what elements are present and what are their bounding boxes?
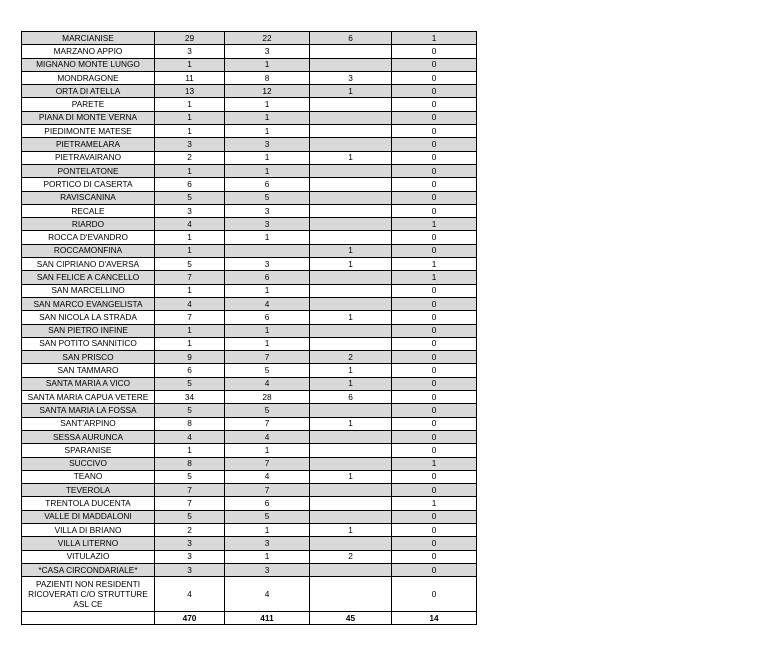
value-cell-c bbox=[310, 125, 392, 138]
value-cell-a: 9 bbox=[155, 351, 225, 364]
value-cell-c bbox=[310, 98, 392, 111]
municipality-cell: SPARANISE bbox=[22, 444, 155, 457]
value-cell-a: 3 bbox=[155, 537, 225, 550]
value-cell-d: 0 bbox=[392, 71, 477, 84]
value-cell-c bbox=[310, 218, 392, 231]
table-row bbox=[22, 138, 477, 151]
value-cell-b: 1 bbox=[225, 151, 310, 164]
value-cell-d: 0 bbox=[392, 178, 477, 191]
value-cell-c bbox=[310, 404, 392, 417]
value-cell-d: 0 bbox=[392, 85, 477, 98]
value-cell-b: 6 bbox=[225, 271, 310, 284]
municipality-cell: ORTA DI ATELLA bbox=[22, 85, 155, 98]
municipality-cell: SANT'ARPINO bbox=[22, 417, 155, 430]
value-cell-c: 2 bbox=[310, 550, 392, 563]
value-cell-c bbox=[310, 191, 392, 204]
value-cell-d: 0 bbox=[392, 297, 477, 310]
value-cell-b: 6 bbox=[225, 497, 310, 510]
value-cell-a: 29 bbox=[155, 32, 225, 45]
value-cell-d: 1 bbox=[392, 218, 477, 231]
value-cell-b: 1 bbox=[225, 284, 310, 297]
value-cell-a: 2 bbox=[155, 151, 225, 164]
municipality-cell: MARZANO APPIO bbox=[22, 45, 155, 58]
value-cell-a: 7 bbox=[155, 484, 225, 497]
table-row bbox=[22, 32, 477, 45]
municipality-cell: TEANO bbox=[22, 470, 155, 483]
value-cell-c bbox=[310, 45, 392, 58]
value-cell-d: 0 bbox=[392, 324, 477, 337]
value-cell-c bbox=[310, 457, 392, 470]
value-cell-c: 1 bbox=[310, 258, 392, 271]
totals-label-cell bbox=[22, 612, 155, 625]
value-cell-c bbox=[310, 484, 392, 497]
value-cell-d: 0 bbox=[392, 191, 477, 204]
value-cell-b: 4 bbox=[225, 430, 310, 443]
table-row bbox=[22, 218, 477, 231]
total-cell-a: 470 bbox=[155, 612, 225, 625]
value-cell-b: 8 bbox=[225, 71, 310, 84]
municipality-cell: *CASA CIRCONDARIALE* bbox=[22, 563, 155, 576]
municipality-cases-table bbox=[21, 31, 477, 625]
table-row bbox=[22, 497, 477, 510]
value-cell-a: 5 bbox=[155, 377, 225, 390]
municipality-cell: SANTA MARIA CAPUA VETERE bbox=[22, 391, 155, 404]
totals-row bbox=[22, 612, 477, 625]
municipality-cell: PONTELATONE bbox=[22, 164, 155, 177]
table-row bbox=[22, 537, 477, 550]
municipality-cell: RAVISCANINA bbox=[22, 191, 155, 204]
value-cell-d: 0 bbox=[392, 311, 477, 324]
value-cell-c bbox=[310, 231, 392, 244]
value-cell-a: 4 bbox=[155, 430, 225, 443]
table-row bbox=[22, 417, 477, 430]
table-row bbox=[22, 577, 477, 612]
table-row bbox=[22, 58, 477, 71]
municipality-cell: SAN PRISCO bbox=[22, 351, 155, 364]
value-cell-a: 3 bbox=[155, 45, 225, 58]
value-cell-c bbox=[310, 430, 392, 443]
table-row bbox=[22, 563, 477, 576]
value-cell-a: 5 bbox=[155, 191, 225, 204]
value-cell-c bbox=[310, 138, 392, 151]
table-row bbox=[22, 164, 477, 177]
value-cell-c: 6 bbox=[310, 32, 392, 45]
value-cell-a: 1 bbox=[155, 231, 225, 244]
municipality-cell: SAN FELICE A CANCELLO bbox=[22, 271, 155, 284]
table-row bbox=[22, 297, 477, 310]
table-row bbox=[22, 71, 477, 84]
value-cell-b: 1 bbox=[225, 98, 310, 111]
value-cell-a: 1 bbox=[155, 284, 225, 297]
table-row bbox=[22, 510, 477, 523]
table-row bbox=[22, 178, 477, 191]
value-cell-c: 1 bbox=[310, 85, 392, 98]
value-cell-c bbox=[310, 510, 392, 523]
value-cell-a: 7 bbox=[155, 497, 225, 510]
municipality-cell: SAN CIPRIANO D'AVERSA bbox=[22, 258, 155, 271]
value-cell-b: 1 bbox=[225, 337, 310, 350]
value-cell-a: 1 bbox=[155, 111, 225, 124]
value-cell-b: 3 bbox=[225, 138, 310, 151]
value-cell-d: 0 bbox=[392, 484, 477, 497]
value-cell-c: 1 bbox=[310, 244, 392, 257]
value-cell-d: 0 bbox=[392, 391, 477, 404]
value-cell-c bbox=[310, 111, 392, 124]
value-cell-a: 3 bbox=[155, 138, 225, 151]
value-cell-a: 5 bbox=[155, 258, 225, 271]
value-cell-a: 3 bbox=[155, 550, 225, 563]
value-cell-b: 5 bbox=[225, 364, 310, 377]
table-body bbox=[22, 32, 477, 625]
value-cell-d: 0 bbox=[392, 151, 477, 164]
value-cell-d: 0 bbox=[392, 550, 477, 563]
value-cell-a: 1 bbox=[155, 164, 225, 177]
value-cell-b: 1 bbox=[225, 550, 310, 563]
value-cell-c: 1 bbox=[310, 364, 392, 377]
value-cell-a: 1 bbox=[155, 337, 225, 350]
value-cell-d: 1 bbox=[392, 497, 477, 510]
value-cell-b: 1 bbox=[225, 324, 310, 337]
value-cell-b: 5 bbox=[225, 191, 310, 204]
value-cell-b: 7 bbox=[225, 351, 310, 364]
municipality-cell: TEVEROLA bbox=[22, 484, 155, 497]
table-row bbox=[22, 258, 477, 271]
value-cell-a: 4 bbox=[155, 218, 225, 231]
municipality-cell: PIETRAVAIRANO bbox=[22, 151, 155, 164]
table-row bbox=[22, 404, 477, 417]
value-cell-b: 3 bbox=[225, 45, 310, 58]
value-cell-a: 3 bbox=[155, 563, 225, 576]
value-cell-c bbox=[310, 58, 392, 71]
municipality-cell: RIARDO bbox=[22, 218, 155, 231]
municipality-cell: PORTICO DI CASERTA bbox=[22, 178, 155, 191]
value-cell-d: 0 bbox=[392, 351, 477, 364]
value-cell-b: 1 bbox=[225, 444, 310, 457]
municipality-cell: ROCCAMONFINA bbox=[22, 244, 155, 257]
table-row bbox=[22, 244, 477, 257]
value-cell-d: 0 bbox=[392, 470, 477, 483]
value-cell-a: 2 bbox=[155, 523, 225, 536]
value-cell-d: 0 bbox=[392, 58, 477, 71]
value-cell-c bbox=[310, 164, 392, 177]
value-cell-c bbox=[310, 497, 392, 510]
value-cell-c: 1 bbox=[310, 523, 392, 536]
municipality-cell: ROCCA D'EVANDRO bbox=[22, 231, 155, 244]
value-cell-b: 28 bbox=[225, 391, 310, 404]
value-cell-b: 7 bbox=[225, 417, 310, 430]
value-cell-a: 1 bbox=[155, 324, 225, 337]
value-cell-d: 1 bbox=[392, 32, 477, 45]
value-cell-d: 0 bbox=[392, 563, 477, 576]
value-cell-b: 1 bbox=[225, 523, 310, 536]
value-cell-a: 1 bbox=[155, 244, 225, 257]
table-row bbox=[22, 204, 477, 217]
value-cell-b: 6 bbox=[225, 178, 310, 191]
value-cell-a: 3 bbox=[155, 204, 225, 217]
municipality-cell: VITULAZIO bbox=[22, 550, 155, 563]
value-cell-c: 6 bbox=[310, 391, 392, 404]
value-cell-d: 0 bbox=[392, 444, 477, 457]
value-cell-d: 0 bbox=[392, 125, 477, 138]
value-cell-a: 1 bbox=[155, 444, 225, 457]
value-cell-b: 3 bbox=[225, 218, 310, 231]
value-cell-b: 1 bbox=[225, 231, 310, 244]
value-cell-b: 3 bbox=[225, 563, 310, 576]
value-cell-c: 1 bbox=[310, 377, 392, 390]
table-row bbox=[22, 151, 477, 164]
value-cell-a: 1 bbox=[155, 58, 225, 71]
value-cell-b: 3 bbox=[225, 537, 310, 550]
value-cell-b: 6 bbox=[225, 311, 310, 324]
value-cell-b bbox=[225, 244, 310, 257]
value-cell-a: 5 bbox=[155, 404, 225, 417]
municipality-cell: PIANA DI MONTE VERNA bbox=[22, 111, 155, 124]
municipality-cell: SAN MARCELLINO bbox=[22, 284, 155, 297]
municipality-cell: SUCCIVO bbox=[22, 457, 155, 470]
value-cell-d: 0 bbox=[392, 377, 477, 390]
municipality-cell: PAZIENTI NON RESIDENTI RICOVERATI C/O STRUTTURE ASL CE bbox=[22, 577, 155, 612]
value-cell-a: 11 bbox=[155, 71, 225, 84]
value-cell-c bbox=[310, 297, 392, 310]
value-cell-d: 1 bbox=[392, 258, 477, 271]
value-cell-a: 6 bbox=[155, 364, 225, 377]
value-cell-c bbox=[310, 537, 392, 550]
value-cell-c bbox=[310, 178, 392, 191]
table-row bbox=[22, 231, 477, 244]
municipality-cell: RECALE bbox=[22, 204, 155, 217]
municipality-cell: PIEDIMONTE MATESE bbox=[22, 125, 155, 138]
value-cell-a: 1 bbox=[155, 98, 225, 111]
value-cell-a: 8 bbox=[155, 457, 225, 470]
value-cell-d: 0 bbox=[392, 244, 477, 257]
value-cell-c bbox=[310, 284, 392, 297]
table-row bbox=[22, 364, 477, 377]
value-cell-a: 5 bbox=[155, 470, 225, 483]
table-row bbox=[22, 550, 477, 563]
value-cell-d: 0 bbox=[392, 111, 477, 124]
value-cell-a: 4 bbox=[155, 297, 225, 310]
value-cell-b: 12 bbox=[225, 85, 310, 98]
value-cell-c bbox=[310, 271, 392, 284]
value-cell-b: 1 bbox=[225, 111, 310, 124]
value-cell-d: 0 bbox=[392, 364, 477, 377]
value-cell-c: 1 bbox=[310, 151, 392, 164]
municipality-cell: SAN TAMMARO bbox=[22, 364, 155, 377]
value-cell-c bbox=[310, 563, 392, 576]
municipality-cell: TRENTOLA DUCENTA bbox=[22, 497, 155, 510]
value-cell-b: 22 bbox=[225, 32, 310, 45]
table-row bbox=[22, 377, 477, 390]
municipality-cell: MIGNANO MONTE LUNGO bbox=[22, 58, 155, 71]
value-cell-a: 4 bbox=[155, 577, 225, 612]
value-cell-a: 5 bbox=[155, 510, 225, 523]
table-row bbox=[22, 484, 477, 497]
value-cell-b: 4 bbox=[225, 297, 310, 310]
value-cell-d: 0 bbox=[392, 337, 477, 350]
table-row bbox=[22, 337, 477, 350]
value-cell-c bbox=[310, 444, 392, 457]
value-cell-b: 7 bbox=[225, 484, 310, 497]
value-cell-d: 0 bbox=[392, 138, 477, 151]
value-cell-d: 0 bbox=[392, 510, 477, 523]
value-cell-d: 0 bbox=[392, 577, 477, 612]
municipality-cell: SANTA MARIA LA FOSSA bbox=[22, 404, 155, 417]
value-cell-d: 0 bbox=[392, 284, 477, 297]
value-cell-b: 1 bbox=[225, 164, 310, 177]
value-cell-c bbox=[310, 337, 392, 350]
value-cell-c bbox=[310, 577, 392, 612]
municipality-cell: MARCIANISE bbox=[22, 32, 155, 45]
value-cell-a: 7 bbox=[155, 311, 225, 324]
table-row bbox=[22, 85, 477, 98]
value-cell-a: 7 bbox=[155, 271, 225, 284]
value-cell-d: 0 bbox=[392, 164, 477, 177]
value-cell-b: 4 bbox=[225, 377, 310, 390]
table-row bbox=[22, 457, 477, 470]
value-cell-b: 5 bbox=[225, 510, 310, 523]
value-cell-d: 0 bbox=[392, 45, 477, 58]
table-row bbox=[22, 444, 477, 457]
value-cell-d: 0 bbox=[392, 231, 477, 244]
value-cell-c bbox=[310, 204, 392, 217]
municipality-cell: SAN POTITO SANNITICO bbox=[22, 337, 155, 350]
table-row bbox=[22, 391, 477, 404]
table-row bbox=[22, 324, 477, 337]
total-cell-d: 14 bbox=[392, 612, 477, 625]
municipality-cell: VILLA LITERNO bbox=[22, 537, 155, 550]
value-cell-c bbox=[310, 324, 392, 337]
table-row bbox=[22, 430, 477, 443]
value-cell-d: 0 bbox=[392, 404, 477, 417]
table-row bbox=[22, 98, 477, 111]
value-cell-b: 7 bbox=[225, 457, 310, 470]
municipality-cell: SAN NICOLA LA STRADA bbox=[22, 311, 155, 324]
value-cell-d: 0 bbox=[392, 430, 477, 443]
value-cell-b: 4 bbox=[225, 470, 310, 483]
table-row bbox=[22, 311, 477, 324]
value-cell-c: 2 bbox=[310, 351, 392, 364]
table-row bbox=[22, 45, 477, 58]
value-cell-a: 13 bbox=[155, 85, 225, 98]
value-cell-b: 1 bbox=[225, 58, 310, 71]
municipality-cell: SANTA MARIA A VICO bbox=[22, 377, 155, 390]
table-row bbox=[22, 111, 477, 124]
table-row bbox=[22, 523, 477, 536]
municipality-cell: SESSA AURUNCA bbox=[22, 430, 155, 443]
municipality-cell: MONDRAGONE bbox=[22, 71, 155, 84]
value-cell-d: 0 bbox=[392, 537, 477, 550]
value-cell-b: 4 bbox=[225, 577, 310, 612]
municipality-cell: VILLA DI BRIANO bbox=[22, 523, 155, 536]
value-cell-a: 8 bbox=[155, 417, 225, 430]
value-cell-b: 3 bbox=[225, 204, 310, 217]
total-cell-c: 45 bbox=[310, 612, 392, 625]
table-row bbox=[22, 351, 477, 364]
value-cell-c: 3 bbox=[310, 71, 392, 84]
value-cell-d: 0 bbox=[392, 417, 477, 430]
value-cell-c: 1 bbox=[310, 417, 392, 430]
value-cell-d: 0 bbox=[392, 523, 477, 536]
value-cell-d: 1 bbox=[392, 271, 477, 284]
municipality-cell: SAN PIETRO INFINE bbox=[22, 324, 155, 337]
table-row bbox=[22, 284, 477, 297]
table-row bbox=[22, 470, 477, 483]
value-cell-c: 1 bbox=[310, 470, 392, 483]
value-cell-a: 34 bbox=[155, 391, 225, 404]
value-cell-b: 1 bbox=[225, 125, 310, 138]
value-cell-d: 0 bbox=[392, 98, 477, 111]
total-cell-b: 411 bbox=[225, 612, 310, 625]
municipality-cell: VALLE DI MADDALONI bbox=[22, 510, 155, 523]
value-cell-d: 0 bbox=[392, 204, 477, 217]
municipality-cell: PIETRAMELARA bbox=[22, 138, 155, 151]
table-row bbox=[22, 191, 477, 204]
table-row bbox=[22, 125, 477, 138]
value-cell-a: 1 bbox=[155, 125, 225, 138]
value-cell-b: 3 bbox=[225, 258, 310, 271]
value-cell-b: 5 bbox=[225, 404, 310, 417]
municipality-cell: PARETE bbox=[22, 98, 155, 111]
value-cell-a: 6 bbox=[155, 178, 225, 191]
value-cell-c: 1 bbox=[310, 311, 392, 324]
value-cell-d: 1 bbox=[392, 457, 477, 470]
municipality-cell: SAN MARCO EVANGELISTA bbox=[22, 297, 155, 310]
table-row bbox=[22, 271, 477, 284]
